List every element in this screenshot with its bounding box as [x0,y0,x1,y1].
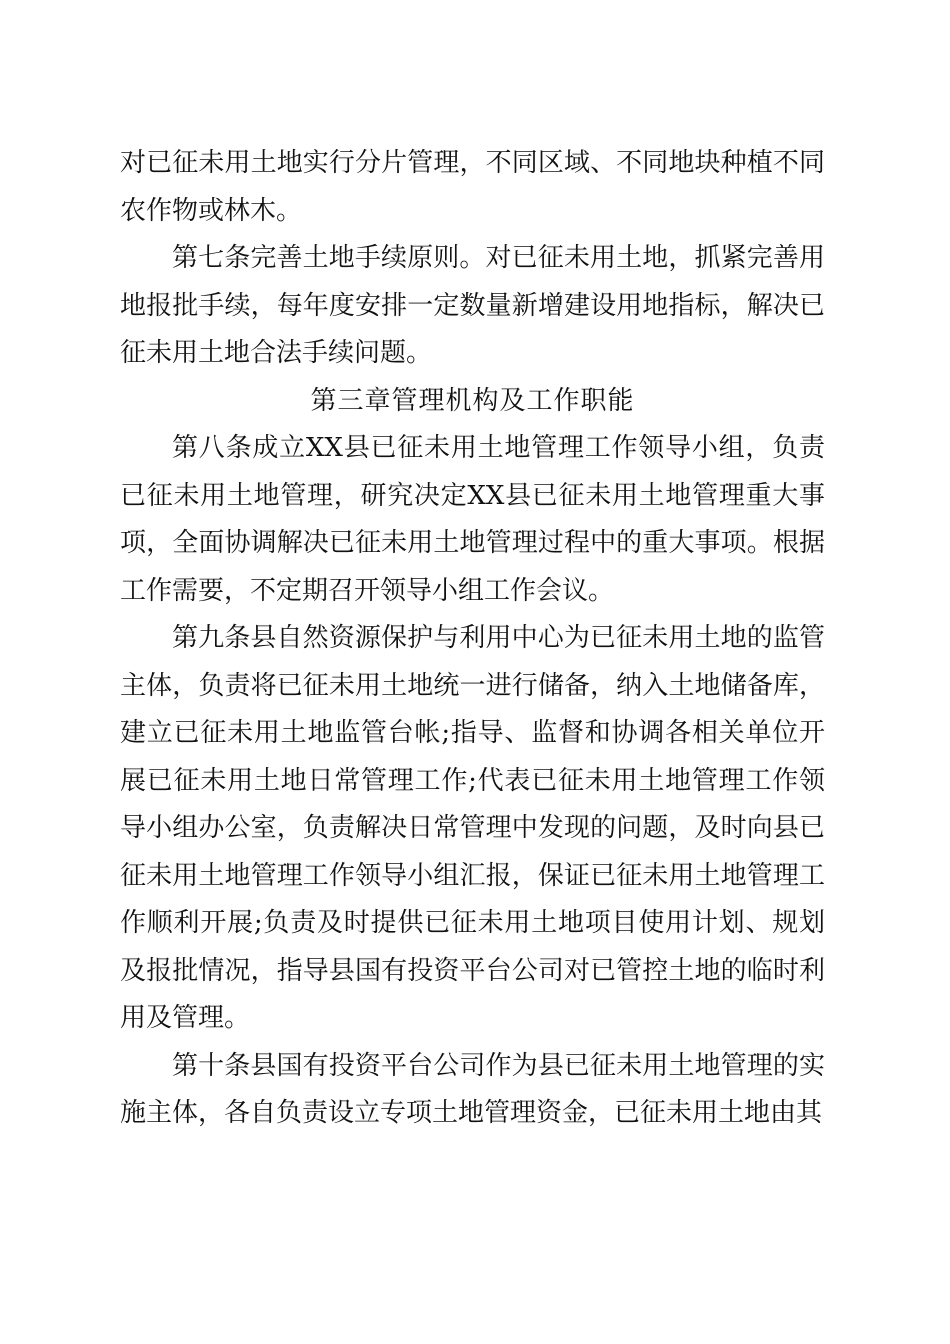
document-body [120,140,825,1138]
article-7: 第七条完善土地手续原则。对已征未用土地，抓紧完善用地报批手续，每年度安排一定数量新增建设用地指标，解决已征未用土地合法手续问题。 [120,243,825,368]
article-9: 第九条县自然资源保护与利用中心为已征未用土地的监管主体，负责将已征未用土地统一进行储备，纳入土地储备库，建立已征未用土地监管台帐;指导、监督和协调各相关单位开展已征未用土地日常管理工作;代表已征未用土地管理工作领导小组办公室，负责解决日常管理中发现的问题，及时向县已征未用土地管理工作领导小组汇报，保证已征未用土地管理工作顺利开展;负责及时提供已征未用土地项目使用计划、规划及报批情况，指导县国有投资平台公司对已管控土地的临时利用及管理。 [120,623,825,1033]
article-10: 第十条县国有投资平台公司作为县已征未用土地管理的实施主体，各自负责设立专项土地管理资金，已征未用土地由其 [120,1050,825,1128]
paragraph-continuation: 对已征未用土地实行分片管理，不同区域、不同地块种植不同农作物或林木。 [120,148,825,226]
chapter-3-heading: 第三章管理机构及工作职能 [310,385,635,416]
article-8: 第八条成立XX县已征未用土地管理工作领导小组，负责已征未用土地管理，研究决定XX县已征未用土地管理重大事项，全面协调解决已征未用土地管理过程中的重大事项。根据工作需要，不定期召开领导小组工作会议。 [120,433,825,606]
